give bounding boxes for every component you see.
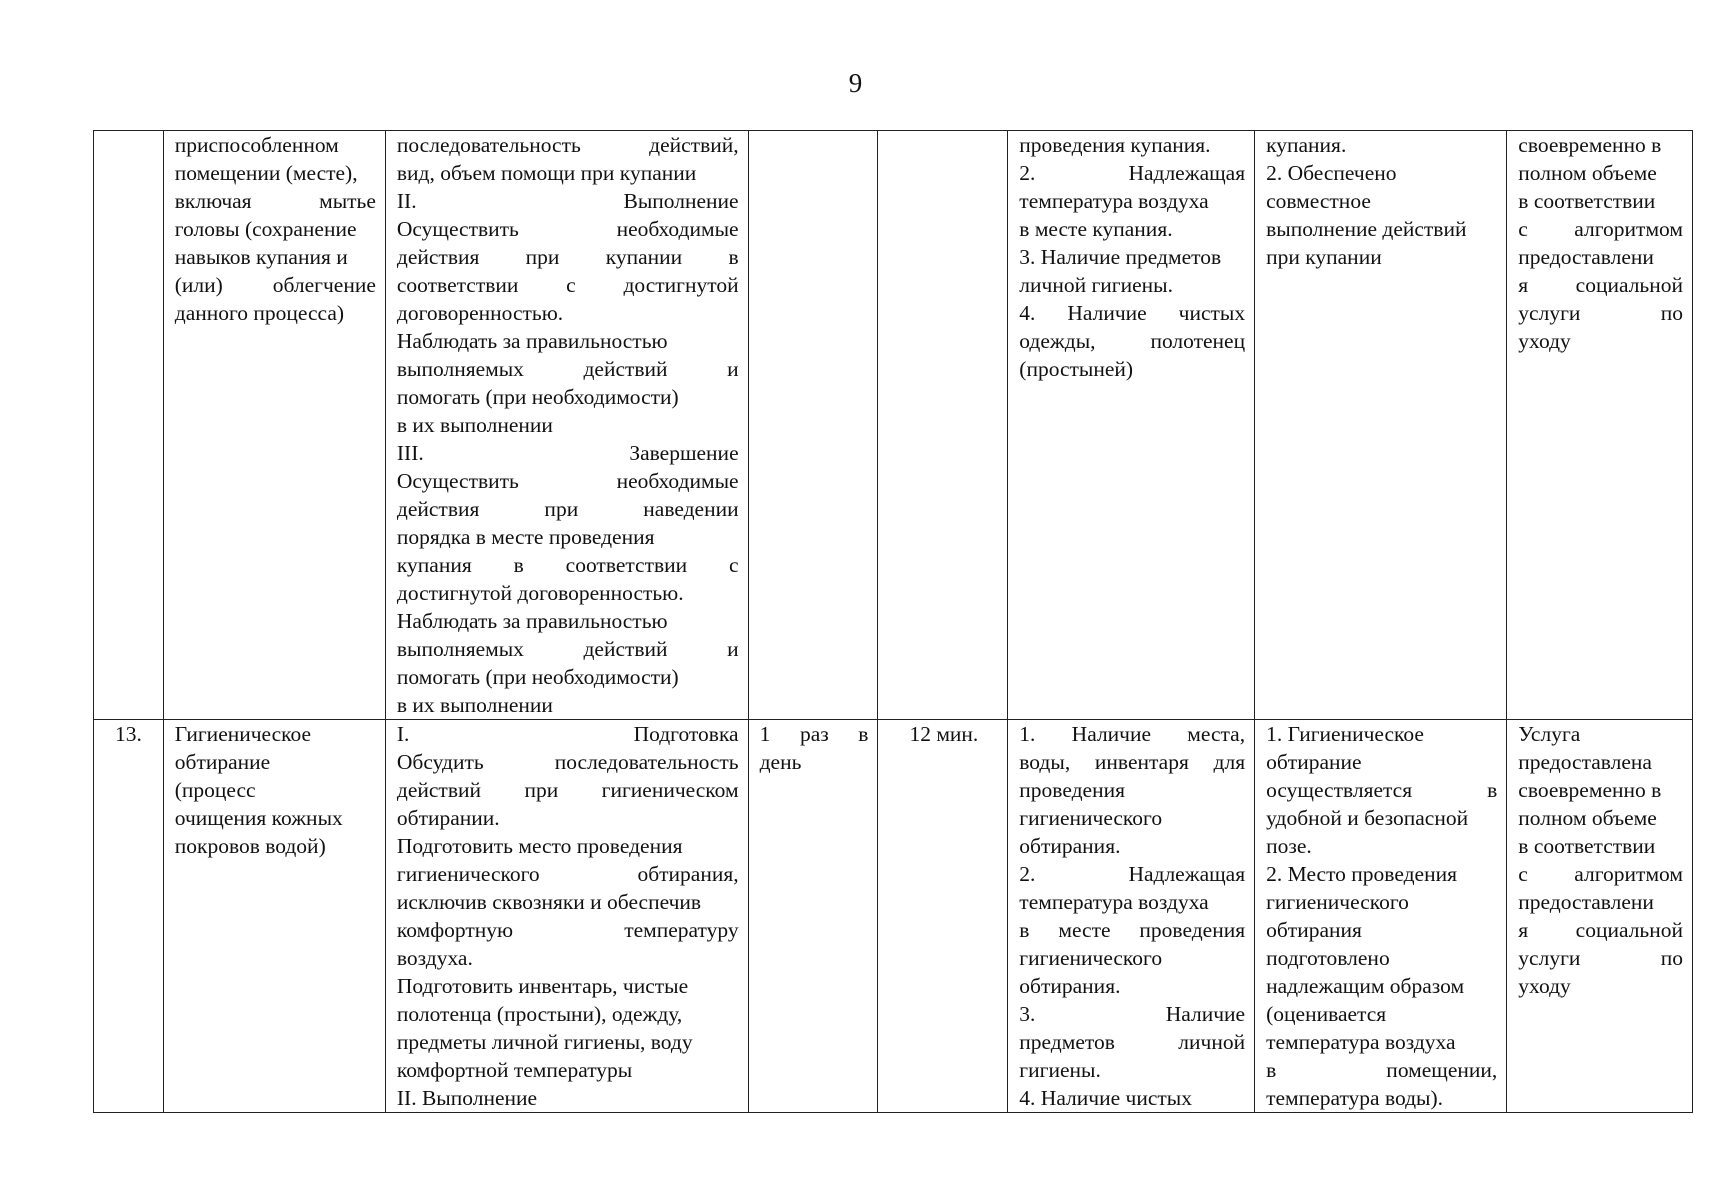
cell-text-line: в месте проведения (1019, 918, 1246, 942)
cell-text-line: уходу (1518, 329, 1571, 353)
cell-text-line: обтирания. (1019, 834, 1121, 858)
cell-text-line: помогать (при необходимости) (396, 385, 679, 409)
cell-text-line: гигиенического (1019, 946, 1163, 970)
cell-text-line: уходу (1518, 974, 1571, 998)
cell-text-line: выполняемых действий и (396, 357, 739, 381)
cell-text-line: II. Выполнение (396, 189, 739, 213)
cell-text-line: комфортную температуру (396, 918, 739, 942)
cell-text-line: (простыней) (1019, 357, 1134, 381)
cell-text-line: проведения (1019, 778, 1125, 802)
cell-text-line: личной гигиены. (1019, 273, 1173, 297)
cell-text-line: надлежащим образом (1266, 974, 1465, 998)
cell-text-line: I. Подготовка (396, 722, 739, 746)
cell-text-line: (оценивается (1266, 1002, 1387, 1026)
cell-text-line: головы (сохранение (174, 217, 357, 241)
duration-cell (878, 131, 1008, 720)
cell-text-line: покровов водой) (174, 834, 326, 858)
conditions-cell (1008, 720, 1255, 1113)
cell-text-line: 12 мин. (909, 722, 979, 746)
cell-text-line: Наблюдать за правильностью (396, 329, 668, 353)
cell-text-line: позе. (1266, 834, 1312, 858)
cell-text-line: купания. (1266, 133, 1347, 157)
cell-text-line: II. Выполнение (396, 1086, 538, 1110)
cell-text-line: Подготовить инвентарь, чистые (396, 974, 689, 998)
cell-text-line: 2. Обеспечено (1266, 161, 1397, 185)
cell-text-line: Гигиеническое (174, 722, 312, 746)
cell-text-line: при купании (1266, 245, 1382, 269)
cell-text-line: включая мытье (174, 189, 376, 213)
cell-text-line: (процесс (174, 778, 256, 802)
cell-text-line: проведения купания. (1019, 133, 1211, 157)
cell-text-line: очищения кожных (174, 806, 343, 830)
cell-text-line: последовательность действий, (396, 133, 739, 157)
cell-text-line: 3. Наличие (1019, 1002, 1246, 1026)
cell-text-line: комфортной температуры (396, 1058, 633, 1082)
cell-text-line: 1. Гигиеническое (1266, 722, 1424, 746)
table-row (94, 720, 1693, 1113)
cell-text-line: договоренностью. (396, 301, 564, 325)
cell-text-line: Обсудить последовательность (396, 750, 739, 774)
cell-text-line: день (759, 750, 802, 774)
cell-text-line: данного процесса) (174, 301, 345, 325)
frequency-cell (748, 131, 878, 720)
cell-text-line: (или) облегчение (174, 273, 376, 297)
cell-text-line: в соответствии (1518, 834, 1656, 858)
cell-text-line: исключив сквозняки и обеспечив (396, 890, 702, 914)
cell-text-line: Подготовить место проведения (396, 834, 683, 858)
cell-text-line: предоставлена (1518, 750, 1652, 774)
service-name-cell (163, 131, 385, 720)
service-name-cell (163, 720, 385, 1113)
row-number-cell: 13. (94, 720, 164, 1113)
cell-text-line: обтирания (1266, 918, 1362, 942)
cell-text-line: помещении (месте), (174, 161, 358, 185)
cell-text-line: 2. Надлежащая (1019, 161, 1246, 185)
cell-text-line: услуги по (1518, 946, 1683, 970)
quality-cell (1507, 131, 1693, 720)
cell-text-line: гигиенического обтирания, (396, 862, 739, 886)
page-number: 9 (848, 68, 863, 98)
cell-text-line: действия при купании в (396, 245, 739, 269)
cell-text-line: своевременно в (1518, 778, 1662, 802)
cell-text-line: температура воздуха (1266, 1030, 1456, 1054)
cell-text-line: 1 раз в (759, 722, 869, 746)
cell-text-line: 3. Наличие предметов (1019, 245, 1222, 269)
cell-text-line: я социальной (1518, 918, 1683, 942)
cell-text-line: вид, объем помощи при купании (396, 161, 697, 185)
cell-text-line: выполняемых действий и (396, 637, 739, 661)
conditions-cell (1008, 131, 1255, 720)
cell-text-line: одежды, полотенец (1019, 329, 1246, 353)
cell-text-line: полотенца (простыни), одежду, (396, 1002, 683, 1026)
cell-text-line: соответствии с достигнутой (396, 273, 739, 297)
row-number-cell (94, 131, 164, 720)
cell-text-line: гигиенического (1019, 806, 1163, 830)
cell-text-line: в соответствии (1518, 189, 1656, 213)
cell-text-line: Наблюдать за правильностью (396, 609, 668, 633)
cell-text-line: своевременно в (1518, 133, 1662, 157)
cell-text-line: воздуха. (396, 946, 473, 970)
cell-text-line: предметы личной гигиены, воду (396, 1030, 693, 1054)
cell-text-line: в их выполнении (396, 693, 553, 717)
cell-text-line: воды, инвентаря для (1019, 750, 1246, 774)
cell-text-line: гигиенического (1266, 890, 1409, 914)
frequency-cell (748, 720, 878, 1113)
cell-text-line: обтирание (1266, 750, 1362, 774)
cell-text-line: предоставлени (1518, 245, 1654, 269)
result-cell (1255, 131, 1507, 720)
cell-text-line: удобной и безопасной (1266, 806, 1469, 830)
cell-text-line: порядка в месте проведения (396, 525, 655, 549)
cell-text-line: Осуществить необходимые (396, 469, 739, 493)
result-cell (1255, 720, 1507, 1113)
cell-text-line: выполнение действий (1266, 217, 1467, 241)
quality-cell (1507, 720, 1693, 1113)
cell-text-line: Осуществить необходимые (396, 217, 739, 241)
cell-text-line: обтирании. (396, 806, 500, 830)
cell-text-line: приспособленном (174, 133, 339, 157)
cell-text-line: действий при гигиеническом (396, 778, 739, 802)
services-table (93, 130, 1693, 1113)
cell-text-line: температура воды). (1266, 1086, 1444, 1110)
cell-text-line: с алгоритмом (1518, 217, 1683, 241)
cell-text-line: температура воздуха (1019, 890, 1209, 914)
cell-text-line: 1. Наличие места, (1019, 722, 1246, 746)
cell-text-line: полном объеме (1518, 806, 1657, 830)
cell-text-line: температура воздуха (1019, 189, 1209, 213)
cell-text-line: достигнутой договоренностью. (396, 581, 684, 605)
cell-text-line: действия при наведении (396, 497, 739, 521)
cell-text-line: 2. Место проведения (1266, 862, 1457, 886)
cell-text-line: купания в соответствии с (396, 553, 739, 577)
cell-text-line: 4. Наличие чистых (1019, 301, 1246, 325)
cell-text-line: гигиены. (1019, 1058, 1101, 1082)
cell-text-line: я социальной (1518, 273, 1683, 297)
service-content-cell (385, 131, 748, 720)
table-row (94, 131, 1693, 720)
cell-text-line: с алгоритмом (1518, 862, 1683, 886)
cell-text-line: подготовлено (1266, 946, 1390, 970)
cell-text-line: помогать (при необходимости) (396, 665, 679, 689)
cell-text-line: совместное (1266, 189, 1371, 213)
cell-text-line: 4. Наличие чистых (1019, 1086, 1192, 1110)
cell-text-line: предметов личной (1019, 1030, 1246, 1054)
cell-text-line: III. Завершение (396, 441, 739, 465)
duration-cell (878, 720, 1008, 1113)
service-content-cell (385, 720, 748, 1113)
cell-text-line: навыков купания и (174, 245, 348, 269)
cell-text-line: Услуга (1518, 722, 1581, 746)
cell-text-line: обтирание (174, 750, 271, 774)
cell-text-line: осуществляется в (1266, 778, 1498, 802)
cell-text-line: предоставлени (1518, 890, 1654, 914)
cell-text-line: в помещении, (1266, 1058, 1498, 1082)
cell-text-line: 2. Надлежащая (1019, 862, 1246, 886)
cell-text-line: услуги по (1518, 301, 1683, 325)
cell-text-line: обтирания. (1019, 974, 1121, 998)
cell-text-line: полном объеме (1518, 161, 1657, 185)
cell-text-line: в их выполнении (396, 413, 553, 437)
cell-text-line: в месте купания. (1019, 217, 1173, 241)
